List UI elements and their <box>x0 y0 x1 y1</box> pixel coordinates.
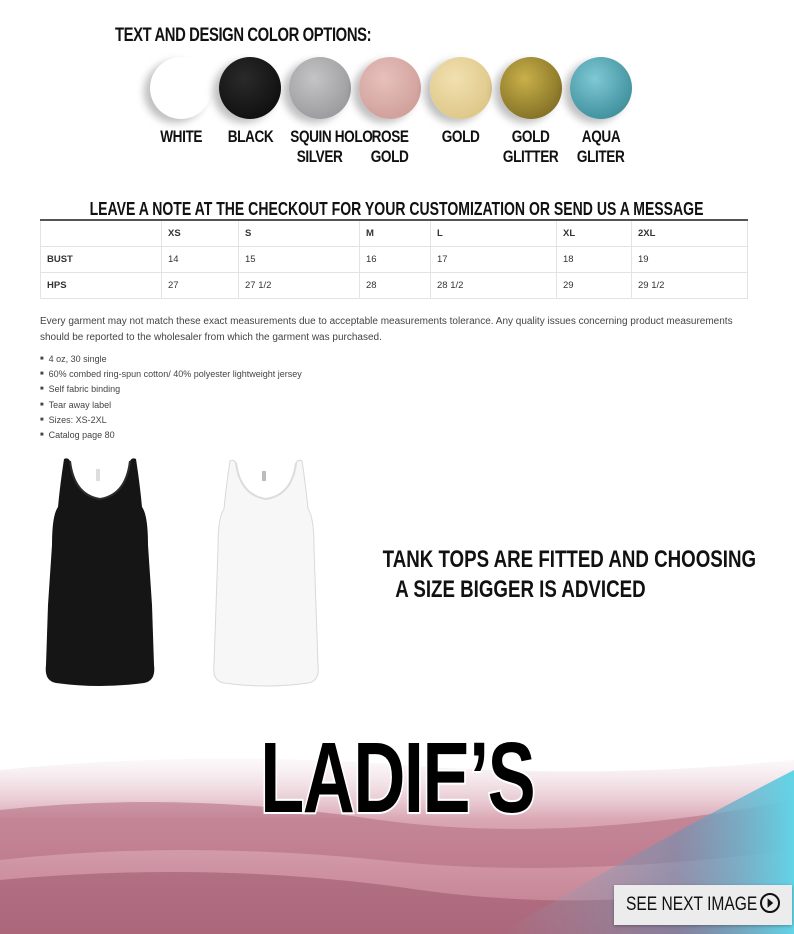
color-swatch-black <box>219 57 281 119</box>
spec-list <box>40 352 302 443</box>
color-label: AQUA GLITER <box>577 127 625 166</box>
table-header-row: XS S M L XL 2XL <box>41 220 748 247</box>
color-label: WHITE <box>160 127 202 146</box>
color-swatch-gold-glitter <box>500 57 562 119</box>
white-tank-top-image <box>210 457 322 687</box>
list-item: ■ Catalog page 80 <box>40 428 302 443</box>
table-row: BUST 14 15 16 17 18 19 <box>41 247 748 273</box>
see-next-image-label: SEE NEXT IMAGE <box>626 894 758 915</box>
color-swatch-silver <box>289 57 351 119</box>
list-item: ■ Tear away label <box>40 398 302 413</box>
color-label: GOLD GLITTER <box>503 127 559 166</box>
list-item: ■ 4 oz, 30 single <box>40 352 302 367</box>
color-options-heading: TEXT AND DESIGN COLOR OPTIONS: <box>115 25 372 46</box>
table-row: HPS 27 27 1/2 28 28 1/2 29 29 1/2 <box>41 273 748 299</box>
color-swatch-rose-gold <box>359 57 421 119</box>
list-item: ■ Self fabric binding <box>40 382 302 397</box>
color-label: SQUIN HOLO SILVER <box>290 127 373 166</box>
black-tank-top-image <box>44 455 156 687</box>
chevron-right-icon <box>760 893 780 913</box>
color-swatch-white <box>150 57 212 119</box>
ladies-banner-title: LADIE’S <box>260 722 534 834</box>
checkout-note: LEAVE A NOTE AT THE CHECKOUT FOR YOUR CUSTOMIZATION OR SEND US A MESSAGE <box>90 199 704 219</box>
color-swatch-aqua-glitter <box>570 57 632 119</box>
color-label: ROSE GOLD <box>371 127 409 166</box>
color-swatch-gold <box>430 57 492 119</box>
size-chart-table <box>40 219 748 299</box>
see-next-image-button[interactable] <box>614 885 792 925</box>
measurement-disclaimer: Every garment may not match these exact measurements due to acceptable measurements tolerance. Any quality issues concerning product measurements should be reported to the wholesaler from which the garment was purchased. <box>40 316 733 343</box>
list-item: ■ 60% combed ring-spun cotton/ 40% polyester lightweight jersey <box>40 367 302 382</box>
color-label: BLACK <box>227 127 273 146</box>
sizing-advice: TANK TOPS ARE FITTED AND CHOOSING A SIZE BIGGER IS ADVICED <box>382 546 757 603</box>
list-item: ■ Sizes: XS-2XL <box>40 413 302 428</box>
color-label: GOLD <box>442 127 480 146</box>
